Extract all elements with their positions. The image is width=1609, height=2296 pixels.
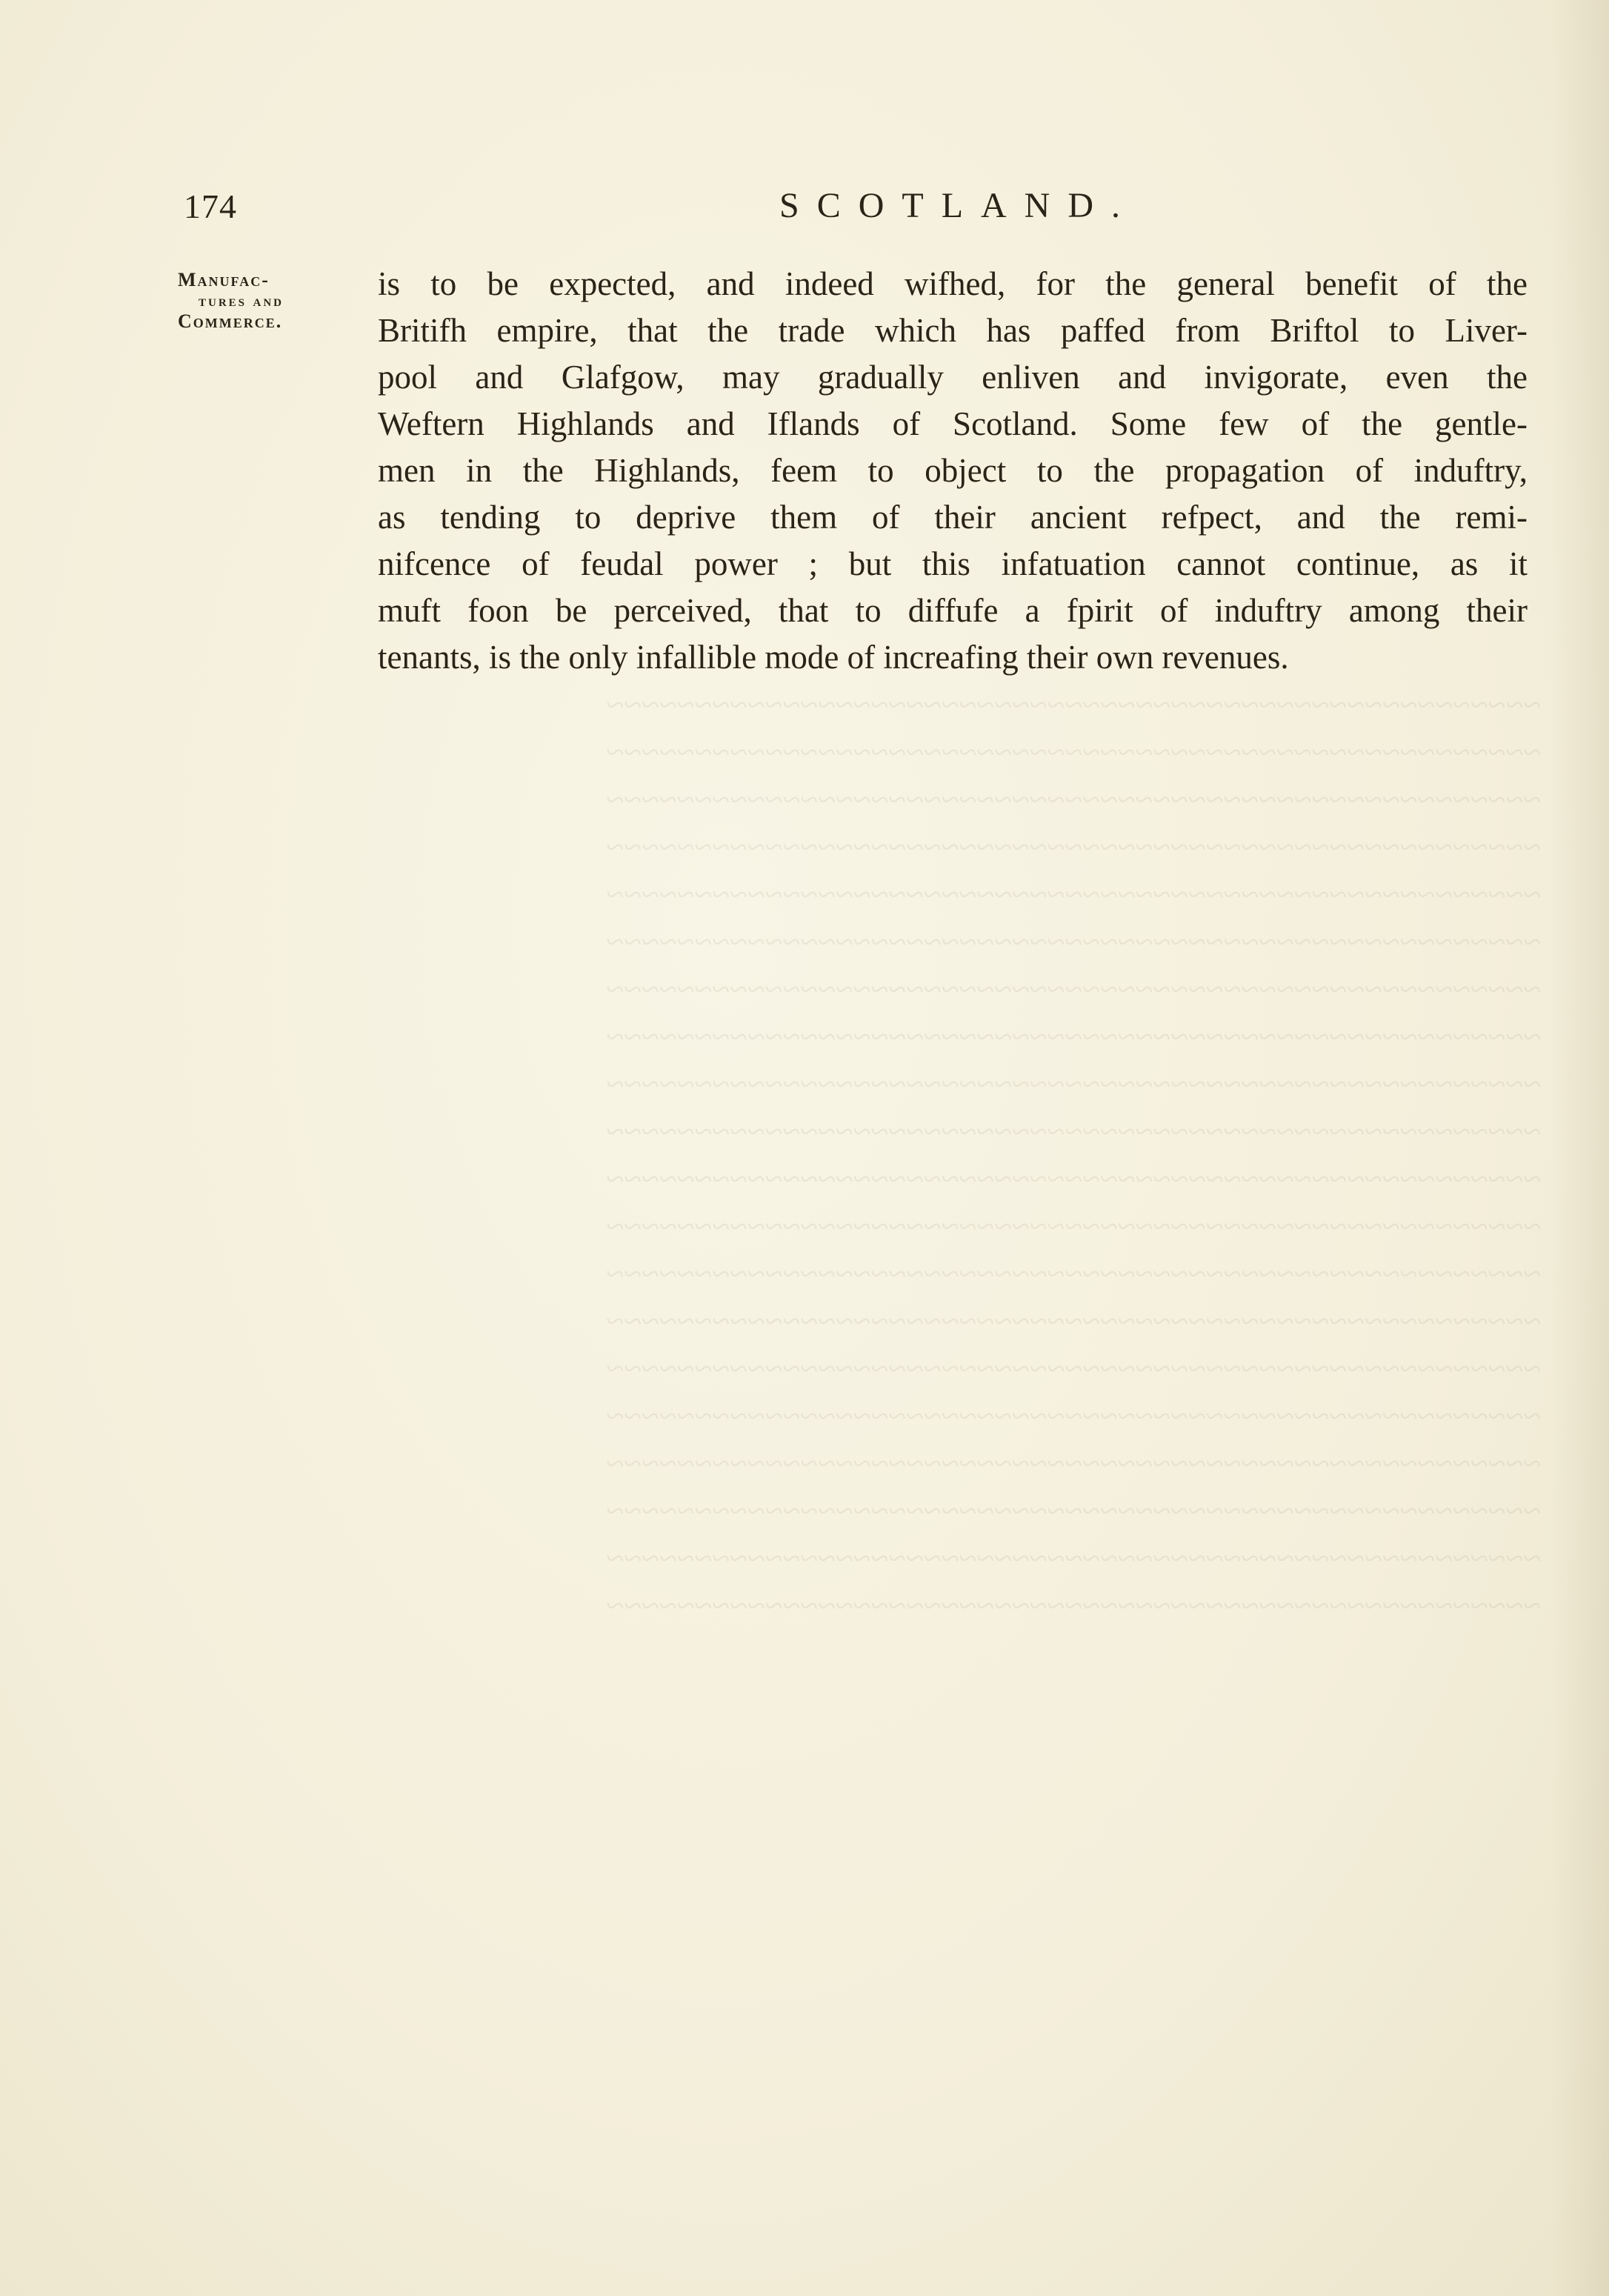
text-line: pool and Glafgow, may gradually enliven and invigorate, even the (378, 359, 1528, 396)
text-line: Britifh empire, that the trade which has paffed from Briftol to Liver- (378, 312, 1528, 349)
text-line: tenants, is the only infallible mode of increafing their own revenues. (378, 639, 1289, 676)
text-line: is to be expected, and indeed wifhed, for the general benefit of the (378, 265, 1528, 302)
text-line: men in the Highlands, feem to object to the propagation of induftry, (378, 452, 1528, 489)
page-number: 174 (184, 187, 237, 225)
margin-note (178, 270, 348, 332)
body-paragraph (378, 261, 1528, 681)
text-line: Weftern Highlands and Iflands of Scotland. Some few of the gentle- (378, 405, 1528, 442)
text-line: as tending to deprive them of their ancient refpect, and the remi- (378, 499, 1528, 536)
margin-note-line: Commerce. (178, 310, 283, 332)
bleed-through-texture: ~~~~~~~~~~~~~~~~~~~~~~~~~~~~~~~~~~~~~~~~~~~~~~~~~~~~~ ~~~~~~~~~~~~~~~~~~~~~~~~~~~~~~~~~~~~~~~~~~~~~~~~~~~~~ ~~~~~~~~~~~~~~~~~~~~~~~~~~~~~~~~~~~~~~~~~~~~~~~~~~~~~ ~~~~~~~~~~~~~~~~~~~~~~~~~~~~~~~~~~~~~~~~~~~~~~~~~~~~~ ~~~~~~~~~~~~~~~~~~~~~~~~~~~~~~~~~~~~~~~~~~~~~~~~~~~~~ ~~~~~~~~~~~~~~~~~~~~~~~~~~~~~~~~~~~~~~~~~~~~~~~~~~~~~ ~~~~~~~~~~~~~~~~~~~~~~~~~~~~~~~~~~~~~~~~~~~~~~~~~~~~~ ~~~~~~~~~~~~~~~~~~~~~~~~~~~~~~~~~~~~~~~~~~~~~~~~~~~~~ ~~~~~~~~~~~~~~~~~~~~~~~~~~~~~~~~~~~~~~~~~~~~~~~~~~~~~ ~~~~~~~~~~~~~~~~~~~~~~~~~~~~~~~~~~~~~~~~~~~~~~~~~~~~~ ~~~~~~~~~~~~~~~~~~~~~~~~~~~~~~~~~~~~~~~~~~~~~~~~~~~~~ ~~~~~~~~~~~~~~~~~~~~~~~~~~~~~~~~~~~~~~~~~~~~~~~~~~~~~ ~~~~~~~~~~~~~~~~~~~~~~~~~~~~~~~~~~~~~~~~~~~~~~~~~~~~~ ~~~~~~~~~~~~~~~~~~~~~~~~~~~~~~~~~~~~~~~~~~~~~~~~~~~~~ ~~~~~~~~~~~~~~~~~~~~~~~~~~~~~~~~~~~~~~~~~~~~~~~~~~~~~ ~~~~~~~~~~~~~~~~~~~~~~~~~~~~~~~~~~~~~~~~~~~~~~~~~~~~~ ~~~~~~~~~~~~~~~~~~~~~~~~~~~~~~~~~~~~~~~~~~~~~~~~~~~~~ ~~~~~~~~~~~~~~~~~~~~~~~~~~~~~~~~~~~~~~~~~~~~~~~~~~~~~ ~~~~~~~~~~~~~~~~~~~~~~~~~~~~~~~~~~~~~~~~~~~~~~~~~~~~~ ~~~~~~~~~~~~~~~~~~~~~~~~~~~~~~~~~~~~~~~~~~~~~~~~~~~~~ (606, 687, 1541, 1624)
margin-note-line: Manufac- (178, 269, 270, 290)
running-title: SCOTLAND. (779, 186, 1139, 225)
page-edge-shadow (1550, 0, 1609, 2296)
text-line: muft foon be perceived, that to diffufe a fpirit of induftry among their (378, 592, 1528, 629)
text-line: nifcence of feudal power ; but this infatuation cannot continue, as it (378, 545, 1528, 582)
margin-note-line: tures and (199, 291, 284, 310)
